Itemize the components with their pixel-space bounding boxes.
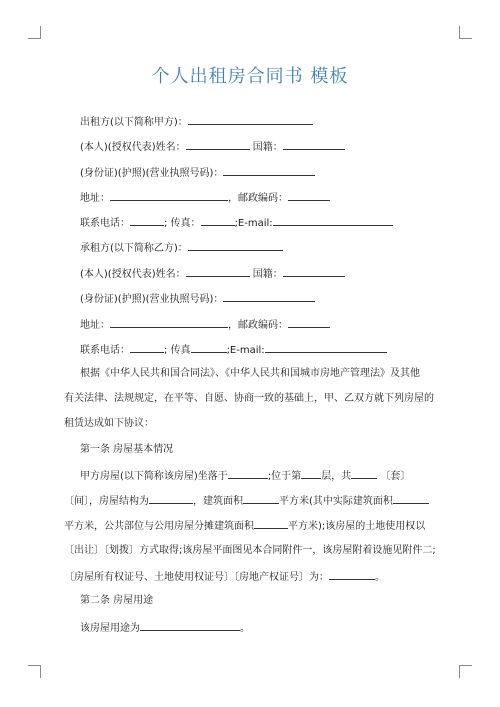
preamble-line-3: 租赁达成如下协议： [64, 418, 154, 429]
article1-land-right-label: 平方米);该房屋的土地使用权以 [288, 521, 426, 532]
lessor-email-label: ;E-mail: [234, 218, 273, 229]
crop-mark-bottom-right [459, 665, 472, 678]
lessor-label: 出租方(以下简称甲方)： [80, 117, 188, 128]
article1-line-3 [64, 518, 436, 534]
lessee-id-blank[interactable] [223, 291, 315, 302]
lessor-postcode-label: ，邮政编码： [228, 193, 288, 204]
article1-line-2 [64, 493, 436, 509]
lessee-email-blank[interactable] [265, 342, 387, 353]
document-title: 个人出租房合同书 模板 [151, 66, 349, 87]
lessor-contact-line [80, 215, 430, 231]
article1-structure-label: 〔间〕，房屋结构为 [64, 496, 149, 507]
article1-unit-label: 〔套〕 [380, 471, 411, 482]
article1-shared-area-blank[interactable] [254, 518, 288, 529]
lessor-name-line [80, 139, 430, 155]
lessee-line [80, 240, 430, 256]
crop-mark-top-left [28, 26, 41, 39]
lessee-name-line [80, 266, 430, 282]
lessor-nationality-label: 国籍： [252, 142, 283, 153]
lessee-nationality-blank[interactable] [283, 266, 345, 277]
lessee-postcode-blank[interactable] [288, 317, 330, 328]
lessee-address-line [80, 317, 430, 333]
lessee-address-blank[interactable] [110, 317, 228, 328]
article1-line-4: 〔出让〕〔划拨〕方式取得;该房屋平面图见本合同附件一，该房屋附着设施见附件二; [64, 545, 436, 556]
preamble-line-2: 有关法律、法规规定，在平等、自愿、协商一致的基础上，甲、乙双方就下列房屋的 [64, 393, 434, 404]
article2-line-1 [80, 620, 430, 636]
lessor-id-label: (身份证)(护照)(营业执照号码)： [80, 168, 224, 179]
article2-period: 。 [240, 623, 250, 634]
article1-area-label: ，建筑面积 [193, 496, 243, 507]
lessor-address-blank[interactable] [110, 190, 228, 201]
lessor-fax-label: ; 传真： [164, 218, 201, 229]
lessee-name-blank[interactable] [186, 266, 250, 277]
article1-actual-area-label: 平方米(其中实际建筑面积 [279, 496, 393, 507]
lessor-address-label: 地址： [80, 193, 110, 204]
lessor-name-blank[interactable] [186, 139, 250, 150]
lessor-id-line [80, 165, 430, 181]
article1-shared-area-label: 平方米，公共部位与公用房屋分摊建筑面积 [64, 521, 254, 532]
article1-certificate-label: 〔房屋所有权证号、土地使用权证号〕〔房地产权证号〕为： [64, 572, 329, 583]
article1-actual-area-blank[interactable] [393, 493, 429, 504]
lessee-name-label: (本人)(授权代表)姓名： [80, 269, 186, 280]
lessee-id-label: (身份证)(护照)(营业执照号码)： [80, 294, 224, 305]
lessor-email-blank[interactable] [273, 215, 393, 226]
article1-heading: 第一条 房屋基本情况 [80, 444, 174, 455]
crop-mark-bottom-left [28, 665, 41, 678]
lessee-fax-blank[interactable] [191, 342, 227, 353]
article2-usage-label: 该房屋用途为 [80, 623, 140, 634]
article1-line-1 [80, 468, 430, 484]
lessor-nationality-blank[interactable] [283, 139, 345, 150]
lessee-phone-label: 联系电话： [80, 345, 130, 356]
article1-floor-label: ;位于第 [267, 471, 302, 482]
article1-location-label: 甲方房屋(以下简称该房屋)坐落于 [80, 471, 228, 482]
lessee-contact-line [80, 342, 430, 358]
article1-line-5 [64, 569, 436, 585]
lessor-line [80, 114, 430, 130]
lessee-label: 承租方(以下简称乙方)： [80, 243, 188, 254]
lessor-phone-blank[interactable] [130, 215, 164, 226]
lessee-email-label: ;E-mail: [226, 345, 265, 356]
lessee-nationality-label: 国籍： [252, 269, 283, 280]
lessee-postcode-label: ，邮政编码： [228, 320, 288, 331]
lessee-phone-blank[interactable] [130, 342, 164, 353]
lessor-phone-label: 联系电话： [80, 218, 130, 229]
lessor-blank[interactable] [188, 114, 313, 125]
preamble-line-1: 根据《中华人民共和国合同法》、《中华人民共和国城市房地产管理法》及其他 [80, 368, 420, 379]
crop-mark-top-right [459, 26, 472, 39]
article1-location-blank[interactable] [228, 468, 268, 479]
lessee-id-line [80, 291, 430, 307]
lessee-address-label: 地址： [80, 320, 110, 331]
lessor-fax-blank[interactable] [201, 215, 235, 226]
article1-area-blank[interactable] [243, 493, 279, 504]
article1-total-label: 层，共 [321, 471, 352, 482]
lessor-name-label: (本人)(授权代表)姓名： [80, 142, 186, 153]
article1-total-blank[interactable] [351, 468, 377, 479]
article2-usage-blank[interactable] [140, 620, 240, 631]
lessor-address-line [80, 190, 430, 206]
lessor-postcode-blank[interactable] [288, 190, 330, 201]
lessee-blank[interactable] [188, 240, 283, 251]
article1-structure-blank[interactable] [149, 493, 193, 504]
article1-period: 。 [375, 572, 385, 583]
article2-heading: 第二条 房屋用途 [80, 595, 154, 606]
lessee-fax-label: ; 传真 [164, 345, 191, 356]
lessor-id-blank[interactable] [223, 165, 315, 176]
article1-floor-blank[interactable] [301, 468, 321, 479]
article1-certificate-blank[interactable] [329, 569, 375, 580]
